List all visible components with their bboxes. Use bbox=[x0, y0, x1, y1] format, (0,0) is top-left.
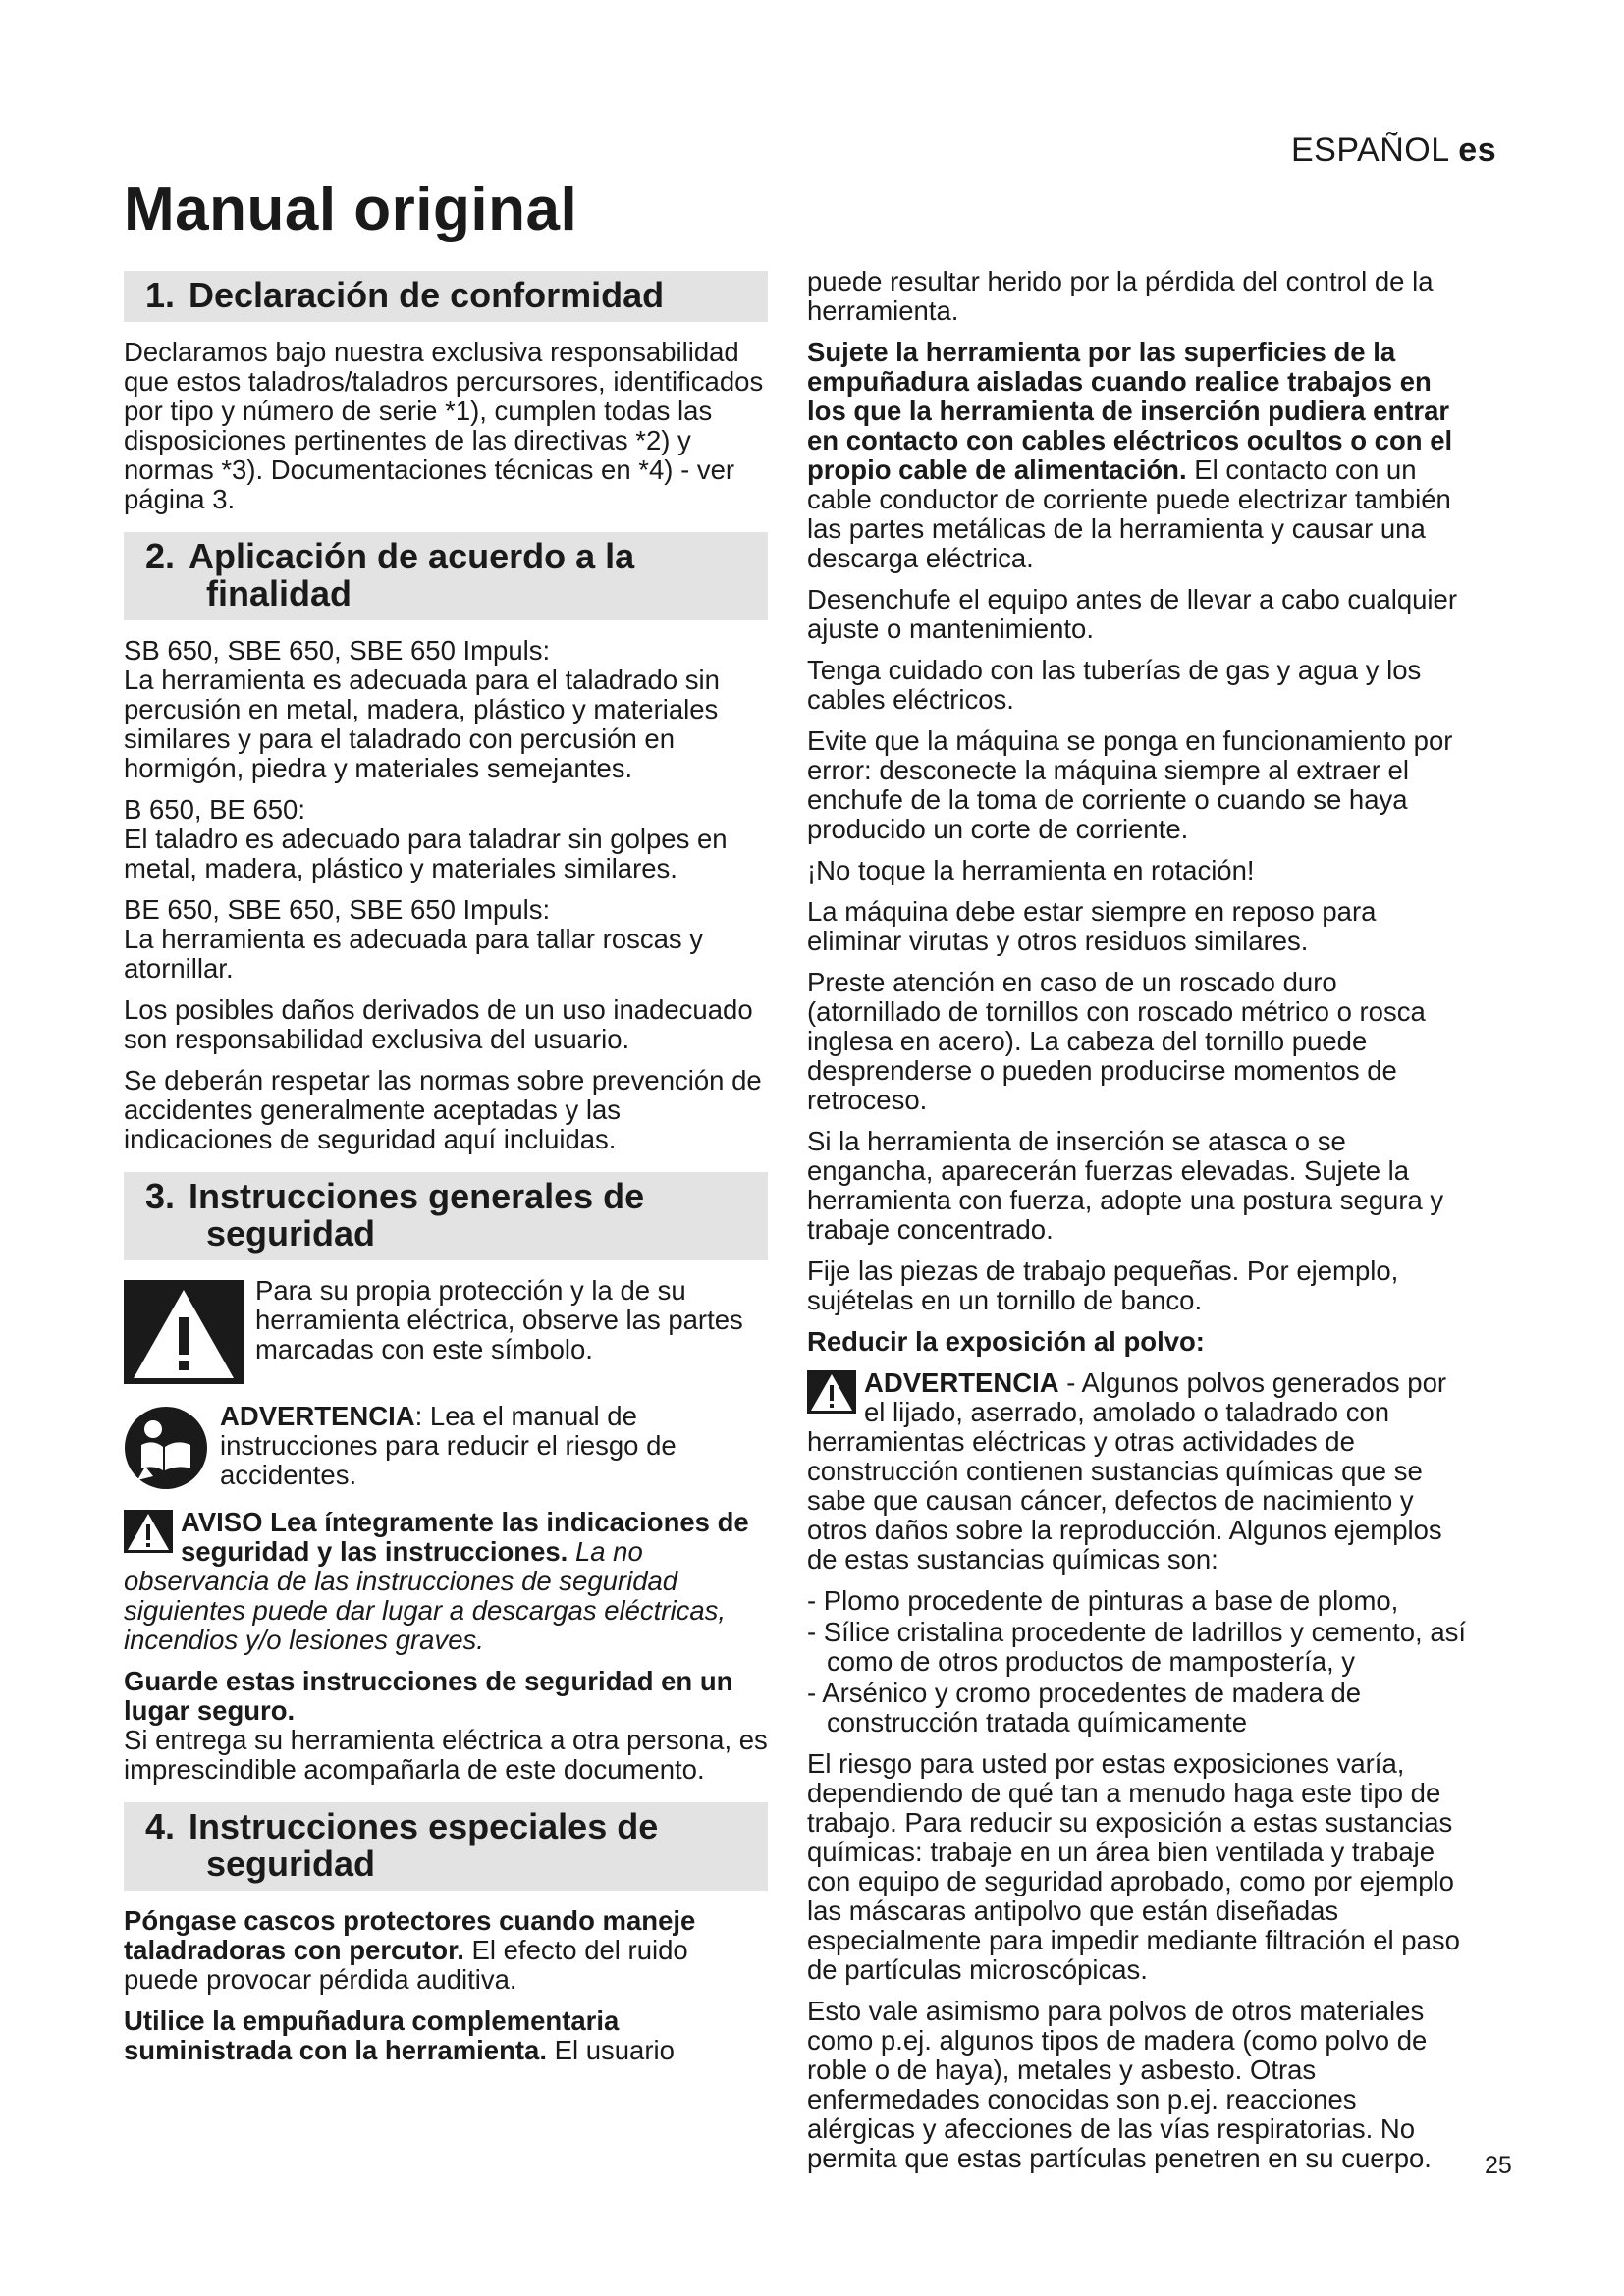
insulated-grip-paragraph bbox=[807, 338, 1467, 573]
list-item: - Plomo procedente de pinturas a base de plomo, bbox=[807, 1585, 1399, 1616]
list-item: - Sílice cristalina procedente de ladrillos y cemento, así como de otros productos de mampostería, y bbox=[807, 1617, 1467, 1677]
application-text: La herramienta es adecuada para tallar roscas y atornillar. bbox=[124, 924, 704, 984]
section-title-line2: seguridad bbox=[206, 1213, 376, 1254]
control-loss-text: puede resultar herido por la pérdida del control de la herramienta. bbox=[807, 266, 1434, 326]
jamming-text: Si la herramienta de inserción se atasca o se engancha, aparecerán fuerzas elevadas. Sujete la herramienta con fuerza, adopte una postura segura y trabaje concentrado. bbox=[807, 1126, 1444, 1245]
warning-triangle-icon bbox=[124, 1280, 244, 1384]
insulated-grip-heading: Sujete la herramienta por las superficies de la empuñadura aisladas cuando realice trabajos en los que la herramienta de inserción pudiera entrar en contacto con cables eléctricos ocultos o con el propio cable de alimentación. bbox=[807, 337, 1453, 485]
chips-removal-text: La máquina debe estar siempre en reposo para eliminar virutas y otros residuos similares. bbox=[807, 896, 1377, 956]
section-title-line1: Instrucciones especiales de bbox=[189, 1806, 659, 1846]
language-label bbox=[1291, 132, 1496, 170]
section-title-line1: Aplicación de acuerdo a la bbox=[189, 536, 635, 576]
insulated-grip-text: El contacto con un cable conductor de corriente puede electrizar también las partes metálicas de la herramienta y causar una descarga eléctrica. bbox=[807, 454, 1451, 573]
section-title-line2: finalidad bbox=[206, 573, 352, 614]
section-number: 2. bbox=[145, 536, 176, 576]
hard-threading-text: Preste atención en caso de un roscado duro (atornillado de tornillos con roscado métrico o rosca inglesa en acero). La cabeza del tornillo puede desprenderse o pueden producirse momentos de retroceso. bbox=[807, 967, 1426, 1115]
dust-exposure-title: Reducir la exposición al polvo: bbox=[807, 1326, 1205, 1357]
warning-label: ADVERTENCIA bbox=[220, 1401, 415, 1431]
section-title-line2: seguridad bbox=[206, 1843, 376, 1884]
application-text: El taladro es adecuado para taladrar sin golpes en metal, madera, plástico y materiales similares. bbox=[124, 824, 728, 883]
model-list: B 650, BE 650: bbox=[124, 794, 305, 825]
section-3-heading bbox=[124, 1172, 768, 1260]
auxiliary-handle-text: El usuario bbox=[546, 2035, 675, 2065]
page-title: Manual original bbox=[124, 176, 578, 243]
dust-exposure-heading bbox=[807, 1327, 1467, 1357]
accidental-start-text: Evite que la máquina se ponga en funcionamiento por error: desconecte la máquina siempre al extraer el enchufe de la toma de corriente o cuando se haya producido un corte de corriente. bbox=[807, 725, 1453, 844]
dust-warning-label: ADVERTENCIA bbox=[864, 1367, 1059, 1398]
section-number: 1. bbox=[145, 275, 176, 315]
section-4-heading bbox=[124, 1802, 768, 1891]
list-item: - Arsénico y cromo procedentes de madera de construcción tratada químicamente bbox=[807, 1678, 1362, 1737]
warning-triangle-icon bbox=[124, 1510, 173, 1553]
conformity-text: Declaramos bajo nuestra exclusiva responsabilidad que estos taladros/taladros percursores, identificados por tipo y número de serie *1), cumplen todas las disposiciones pertinentes de las directivas *2) y normas *3). Documentaciones técnicas en *4) - ver página 3. bbox=[124, 337, 764, 514]
section-2-heading bbox=[124, 532, 768, 620]
rotating-tool-text: ¡No toque la herramienta en rotación! bbox=[807, 855, 1255, 885]
read-manual-warning bbox=[124, 1402, 768, 1490]
application-paragraph bbox=[124, 795, 768, 883]
section-title: Declaración de conformidad bbox=[189, 275, 665, 315]
keep-instructions-text: Si entrega su herramienta eléctrica a otra persona, es imprescindible acompañarla de este documento. bbox=[124, 1725, 768, 1785]
rules-text: Se deberán respetar las normas sobre prevención de accidentes generalmente aceptadas y las indicaciones de seguridad aquí incluidas. bbox=[124, 1065, 762, 1154]
symbol-note-text: Para su propia protección y la de su herramienta eléctrica, observe las partes marcadas con este símbolo. bbox=[255, 1275, 743, 1364]
small-workpieces-text: Fije las piezas de trabajo pequeñas. Por ejemplo, sujételas en un tornillo de banco. bbox=[807, 1255, 1399, 1315]
section-1-heading bbox=[124, 271, 768, 322]
keep-instructions-heading: Guarde estas instrucciones de seguridad en un lugar seguro. bbox=[124, 1666, 733, 1726]
application-paragraph bbox=[124, 636, 768, 783]
dust-warning-text: - Algunos polvos generados por el lijado, aserrado, amolado o taladrado con herramientas eléctricas y otras actividades de construcción contienen sustancias químicas que se sabe que causan cáncer, defectos de nacimiento y otros daños sobre la reproducción. Algunos ejemplos de estas sustancias químicas son: bbox=[807, 1367, 1447, 1575]
model-list: SB 650, SBE 650, SBE 650 Impuls: bbox=[124, 635, 551, 666]
aviso-text: La no observancia de las instrucciones de seguridad siguientes puede dar lugar a descargas eléctricas, incendios y/o lesiones graves. bbox=[124, 1536, 727, 1655]
right-column bbox=[807, 267, 1467, 2185]
read-manual-body: : Lea el manual de instrucciones para reducir el riesgo de accidentes. bbox=[220, 1401, 677, 1490]
read-manual-text bbox=[220, 1402, 768, 1490]
read-manual-icon bbox=[124, 1406, 208, 1490]
left-column bbox=[124, 271, 768, 2077]
aviso-heading: AVISO Lea íntegramente las indicaciones de seguridad y las instrucciones. bbox=[181, 1507, 749, 1567]
language-code: es bbox=[1458, 132, 1497, 169]
aviso-paragraph bbox=[124, 1508, 768, 1655]
keep-instructions-paragraph bbox=[124, 1667, 768, 1785]
chemicals-list bbox=[807, 1586, 1467, 1737]
section-title-line1: Instrucciones generales de bbox=[189, 1176, 645, 1216]
hearing-protection-heading: Póngase cascos protectores cuando maneje taladradoras con percutor. bbox=[124, 1905, 696, 1965]
exposure-risk-text: El riesgo para usted por estas exposiciones varía, dependiendo de qué tan a menudo haga este tipo de trabajo. Para reducir su exposición a estas sustancias químicas: trabaje en un área bien ventilada y trabaje con equipo de seguridad aprobado, como por ejemplo las máscaras antipolvo que están diseñadas especialmente para impedir mediante filtración el paso de partículas microscópicas. bbox=[807, 1748, 1460, 1985]
unplug-text: Desenchufe el equipo antes de llevar a cabo cualquier ajuste o mantenimiento. bbox=[807, 584, 1457, 644]
warning-symbol-note bbox=[124, 1276, 768, 1384]
model-list: BE 650, SBE 650, SBE 650 Impuls: bbox=[124, 894, 551, 925]
pipes-cables-text: Tenga cuidado con las tuberías de gas y agua y los cables eléctricos. bbox=[807, 655, 1422, 715]
section-number: 4. bbox=[145, 1806, 176, 1846]
warning-triangle-icon bbox=[807, 1370, 856, 1414]
hearing-protection-text: El efecto del ruido puede provocar pérdida auditiva. bbox=[124, 1935, 688, 1995]
liability-text: Los posibles daños derivados de un uso inadecuado son responsabilidad exclusiva del usuario. bbox=[124, 994, 753, 1054]
other-dusts-text: Esto vale asimismo para polvos de otros materiales como p.ej. algunos tipos de madera (como polvo de roble o de haya), metales y asbesto. Otras enfermedades conocidas son p.ej. reacciones alérgicas y afecciones de las vías respiratorias. No permita que estas partículas penetren en su cuerpo. bbox=[807, 1996, 1432, 2173]
auxiliary-handle-heading: Utilice la empuñadura complementaria suministrada con la herramienta. bbox=[124, 2005, 620, 2065]
page-number: 25 bbox=[1485, 2152, 1512, 2179]
application-text: La herramienta es adecuada para el taladrado sin percusión en metal, madera, plástico y materiales similares y para el taladrado con percusión en hormigón, piedra y materiales semejantes. bbox=[124, 665, 720, 783]
auxiliary-handle-paragraph bbox=[124, 2006, 768, 2065]
dust-warning-paragraph bbox=[807, 1368, 1467, 1575]
language-name: ESPAÑOL bbox=[1291, 132, 1449, 169]
hearing-protection-paragraph bbox=[124, 1906, 768, 1995]
section-number: 3. bbox=[145, 1176, 176, 1216]
application-paragraph bbox=[124, 895, 768, 984]
